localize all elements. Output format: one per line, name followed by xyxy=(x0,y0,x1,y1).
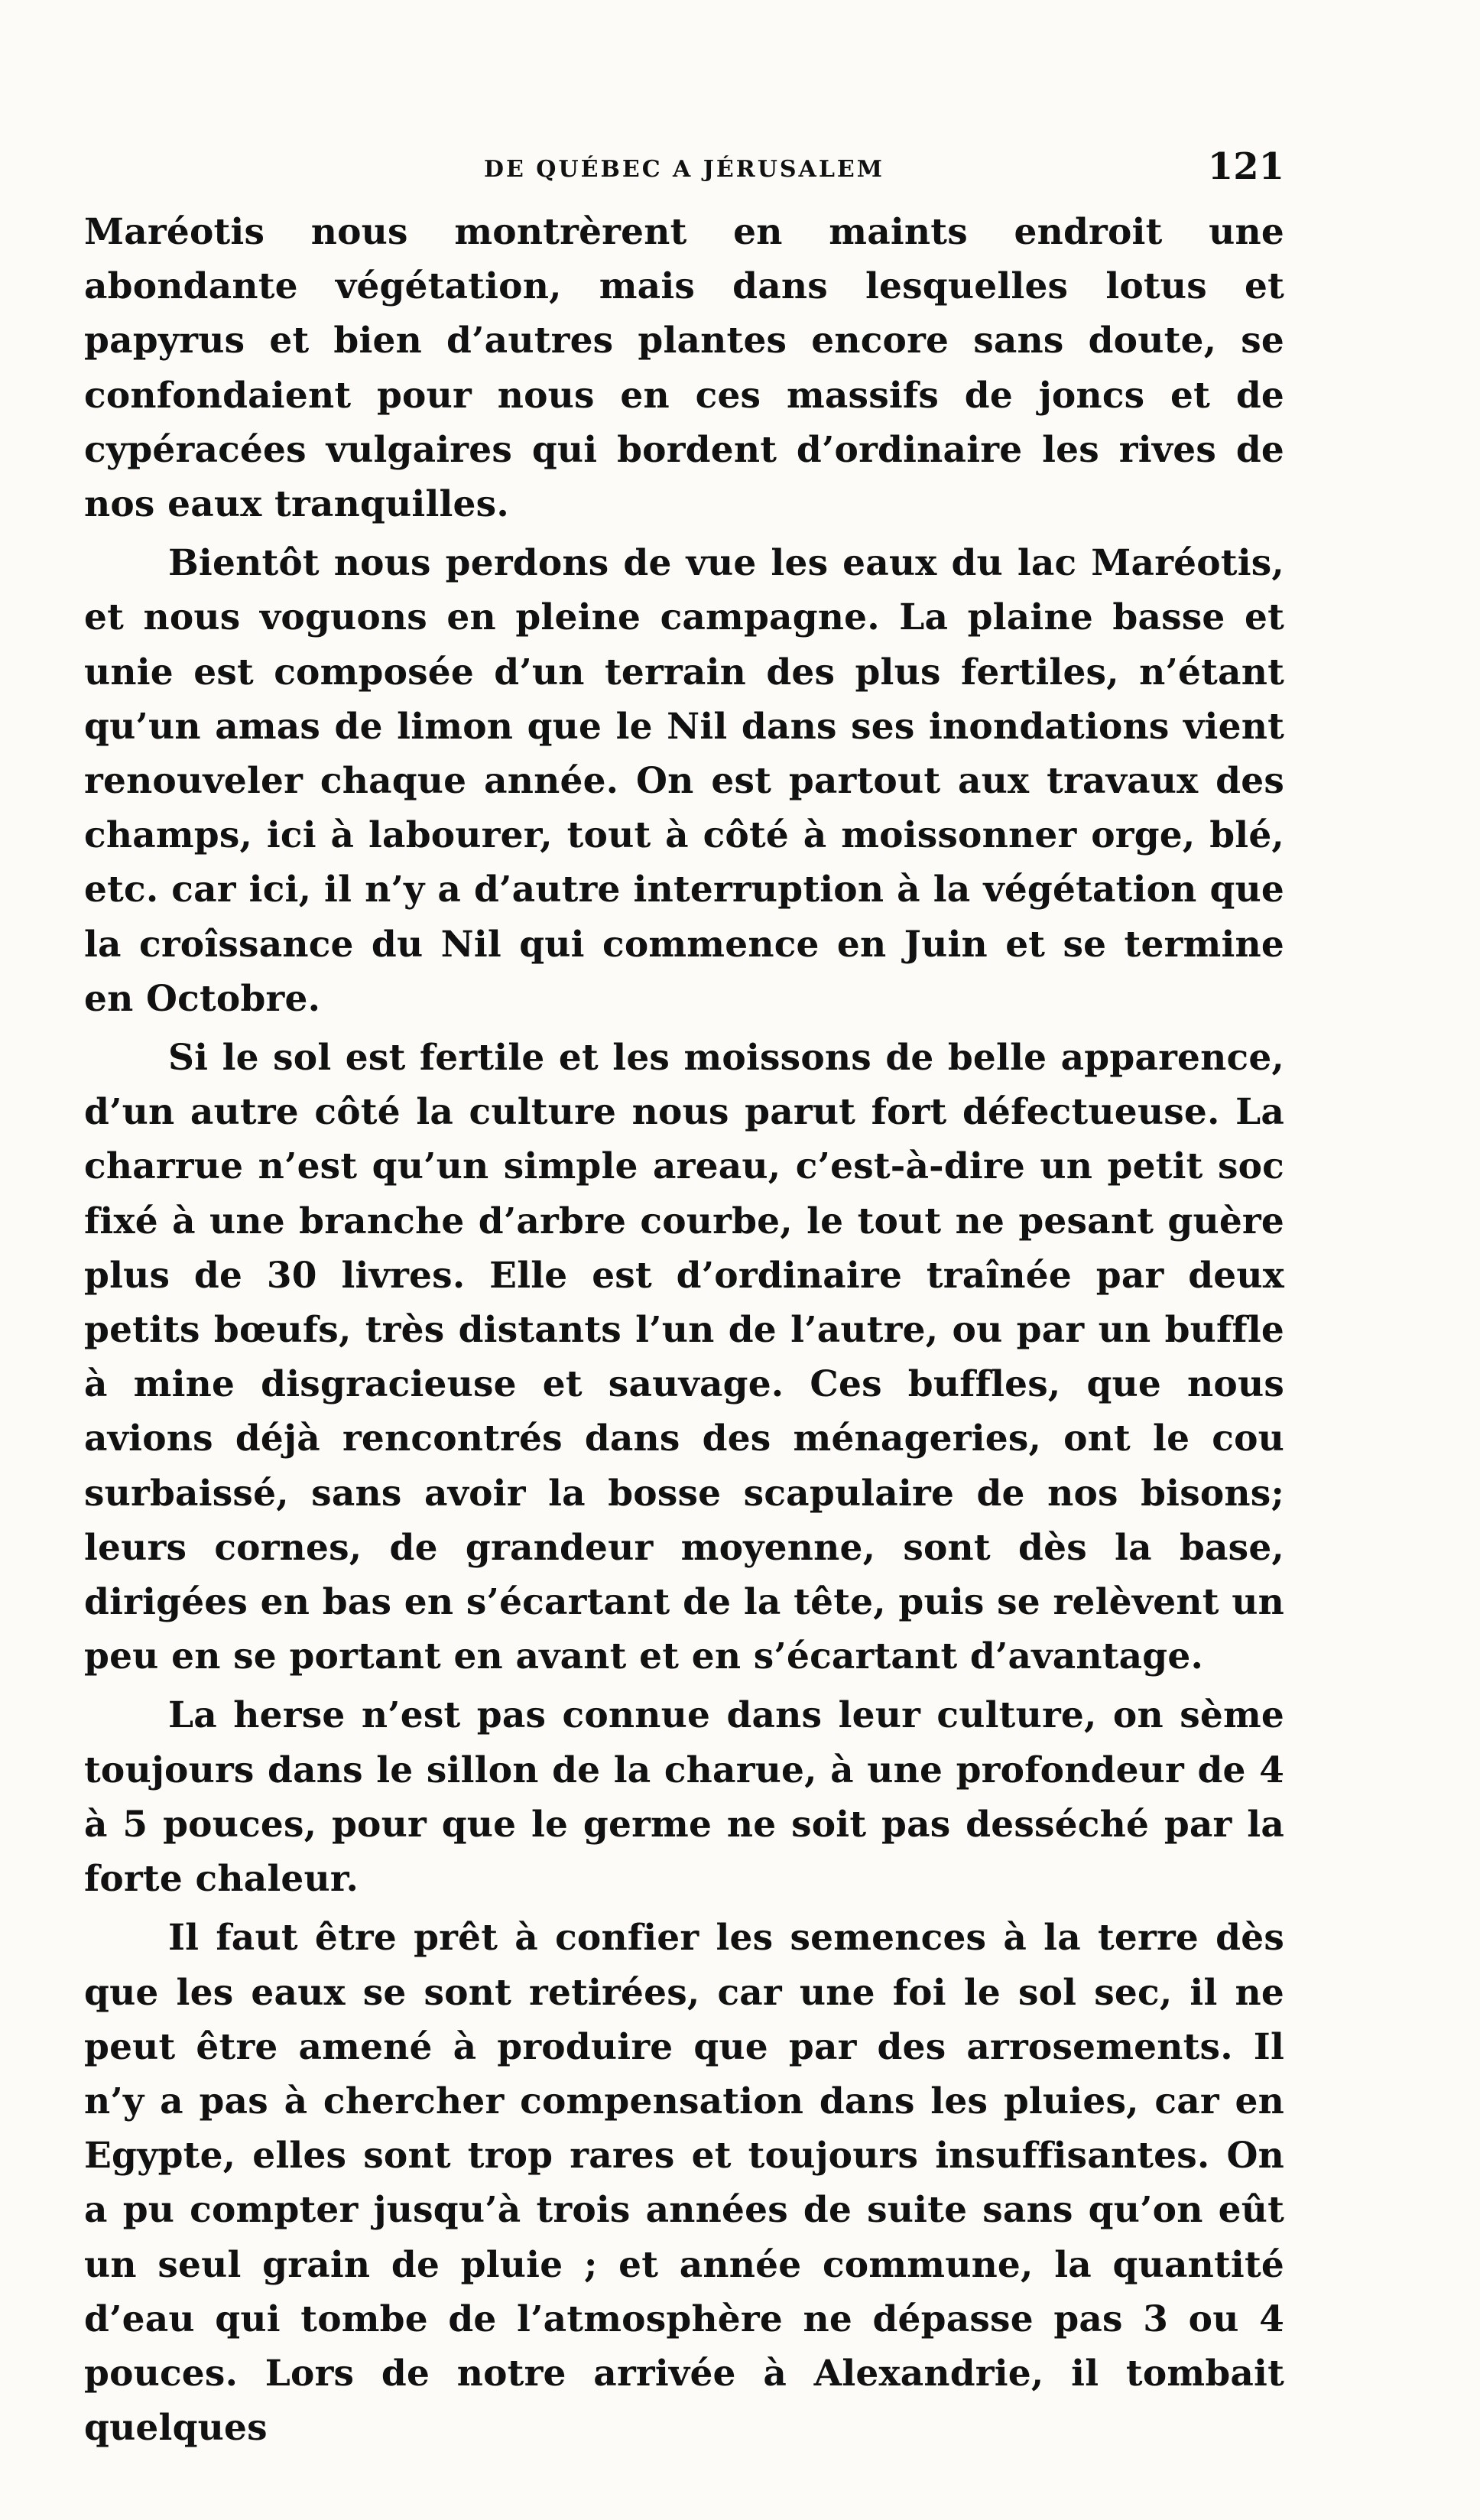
page-body xyxy=(84,205,1284,2460)
running-head: DE QUÉBEC A JÉRUSALEM xyxy=(483,156,884,183)
paragraph-3: Si le sol est fertile et les moissons de belle apparence, d’un autre côté la culture nous parut fort défectueuse. La charrue n’est qu’un simple areau, c’est-à-dire un petit soc fixé à une branche d’arbre courbe, le tout ne pesant guère plus de 30 livres. Elle est d’ordinaire traînée par deux petits bœufs, très distants l’un de l’autre, ou par un buffle à mine disgracieuse et sauvage. Ces buffles, que nous avions déjà rencontrés dans des ménageries, ont le cou surbaissé, sans avoir la bosse scapulaire de nos bisons; leurs cornes, de grandeur moyenne, sont dès la base, dirigées en bas en s’écartant de la tête, puis se relèvent un peu en se portant en avant et en s’écartant d’avantage. xyxy=(84,1037,1284,1678)
paragraph-2: Bientôt nous perdons de vue les eaux du lac Maréotis, et nous voguons en pleine campagne. La plaine basse et unie est composée d’un terrain des plus fertiles, n’étant qu’un amas de limon que le Nil dans ses inondations vient renouveler chaque année. On est partout aux travaux des champs, ici à labourer, tout à côté à moissonner orge, blé, etc. car ici, il n’y a d’autre interruption à la végétation que la croîssance du Nil qui commence en Juin et se termine en Octobre. xyxy=(84,542,1284,1020)
paragraph-5: Il faut être prêt à confier les semences à la terre dès que les eaux se sont retirées, car une foi le sol sec, il ne peut être amené à produire que par des arrosements. Il n’y a pas à chercher compensation dans les pluies, car en Egypte, elles sont trop rares et toujours insuffisantes. On a pu compter jusqu’à trois années de suite sans qu’on eût un seul grain de pluie ; et année commune, la quantité d’eau qui tombe de l’atmosphère ne dépasse pas 3 ou 4 pouces. Lors de notre arrivée à Alexandrie, il tombait quelques xyxy=(84,1917,1284,2450)
page-header xyxy=(84,145,1284,191)
paragraph-1: Maréotis nous montrèrent en maints endroit une abondante végétation, mais dans lesquelles lotus et papyrus et bien d’autres plantes encore sans doute, se confondaient pour nous en ces massifs de joncs et de cypéracées vulgaires qui bordent d’ordinaire les rives de nos eaux tranquilles. xyxy=(84,211,1284,526)
page-number: 121 xyxy=(1207,145,1284,188)
paragraph-4: La herse n’est pas connue dans leur culture, on sème toujours dans le sillon de la charue, à une profondeur de 4 à 5 pouces, pour que le germe ne soit pas desséché par la forte chaleur. xyxy=(84,1694,1284,1901)
